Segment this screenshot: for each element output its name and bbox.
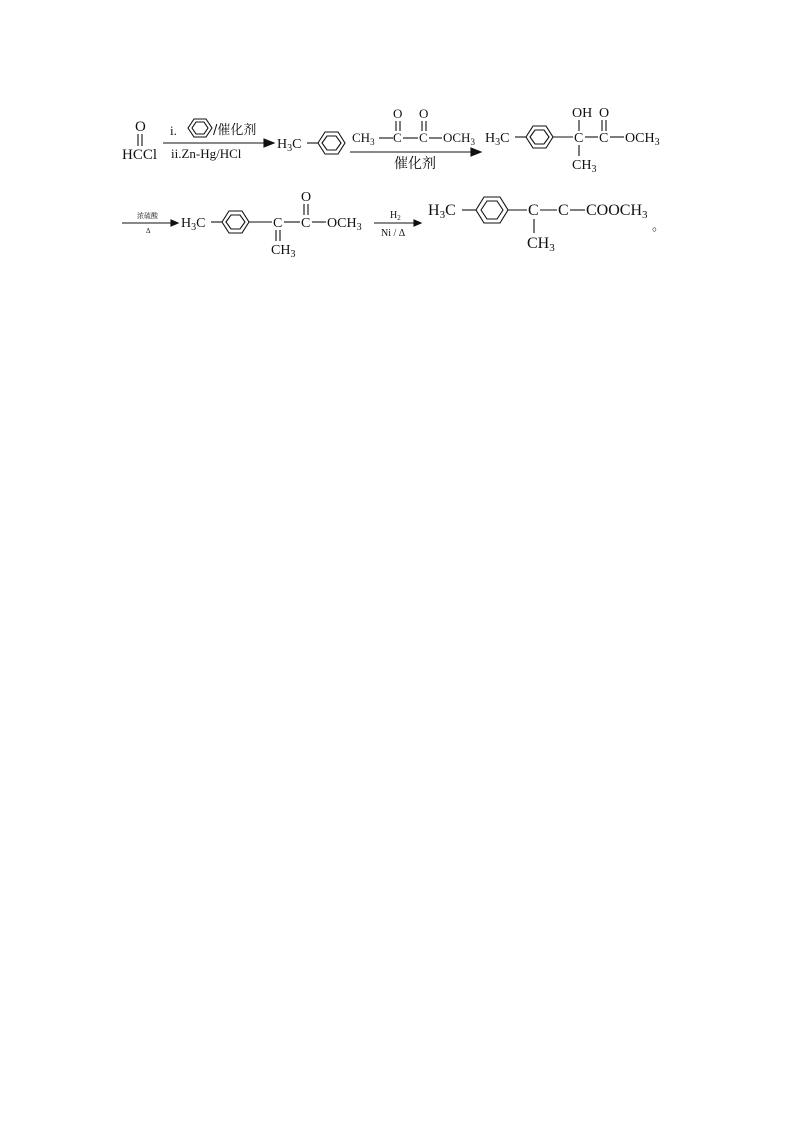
arrow-1-head <box>264 139 274 147</box>
product-ch3: CH3 <box>527 235 555 254</box>
reaction-arrow-1 <box>163 119 274 161</box>
alkene-ester-benzene-inner <box>226 215 245 229</box>
pyruvate-c2: C <box>419 130 428 145</box>
product-benzene-inner <box>481 201 503 219</box>
pyruvate-o1: O <box>393 106 403 121</box>
product-end-mark: 。 <box>652 219 666 234</box>
step1-reagent-suffix: /催化剂 <box>213 123 257 138</box>
pyruvate-ch3: $CH_3$ <box>352 130 375 147</box>
reaction-arrow-4 <box>374 210 421 239</box>
arrow-3-head <box>171 220 178 226</box>
alkene-ester-c1: C <box>273 216 283 231</box>
toluene-h3c: $H_3C$ <box>277 137 302 154</box>
hydroxy-ester-o: O <box>599 106 610 121</box>
alkene-ester-ch3: $CH_3$ <box>271 243 296 260</box>
pyruvate-o2: O <box>419 106 429 121</box>
hydroxy-ester-och3: $OCH_3$ <box>625 131 660 148</box>
toluene-benzene-inner <box>322 136 341 150</box>
alkene-ester-och3: $OCH_3$ <box>327 216 362 233</box>
formyl-carbonyl-o: O <box>135 119 146 135</box>
final-product <box>428 197 665 254</box>
hydroxy-ester-c2: C <box>599 131 609 146</box>
hydroxy-ester-ch3: $CH_3$ <box>572 158 597 175</box>
product-h3c: H3C <box>428 202 456 221</box>
reaction-arrow-3 <box>122 211 178 235</box>
pyruvate-c1: C <box>393 130 402 145</box>
step1-reagent-prefix: i. <box>170 123 177 138</box>
product-cooch3: COOCH3 <box>586 202 648 221</box>
hydroxy-ester <box>485 106 660 175</box>
alkene-ester-h3c: $H_3C$ <box>181 216 206 233</box>
step3-reagent-top: 浓硫酸 <box>137 212 158 220</box>
formyl-formula: HCCl <box>122 147 158 163</box>
hydroxy-ester-oh: OH <box>572 106 593 121</box>
reaction-arrow-2 <box>350 106 481 172</box>
step1-benzene-inner <box>192 122 208 134</box>
hydroxy-ester-c1: C <box>574 131 584 146</box>
step4-reagent-top: $H_2$ <box>390 210 401 222</box>
step4-reagent-bottom: Ni / Δ <box>381 228 406 239</box>
pyruvate-och3: $OCH_3$ <box>443 130 475 147</box>
alkene-ester-o: O <box>301 190 312 205</box>
formyl-chloride <box>122 119 157 163</box>
product-c2: C <box>558 202 569 219</box>
step1-reagent-line2: ii.Zn-Hg/HCl <box>171 146 242 161</box>
arrow-4-head <box>414 220 421 226</box>
alkene-ester <box>181 190 362 260</box>
product-c1: C <box>528 202 539 219</box>
hydroxy-ester-h3c: $H_3C$ <box>485 131 510 148</box>
toluene <box>277 132 345 154</box>
arrow-2-head <box>471 148 481 156</box>
hydroxy-ester-benzene-inner <box>530 130 549 144</box>
alkene-ester-c2: C <box>301 216 311 231</box>
step2-catalyst: 催化剂 <box>394 156 436 172</box>
step3-reagent-bottom: Δ <box>146 227 151 235</box>
